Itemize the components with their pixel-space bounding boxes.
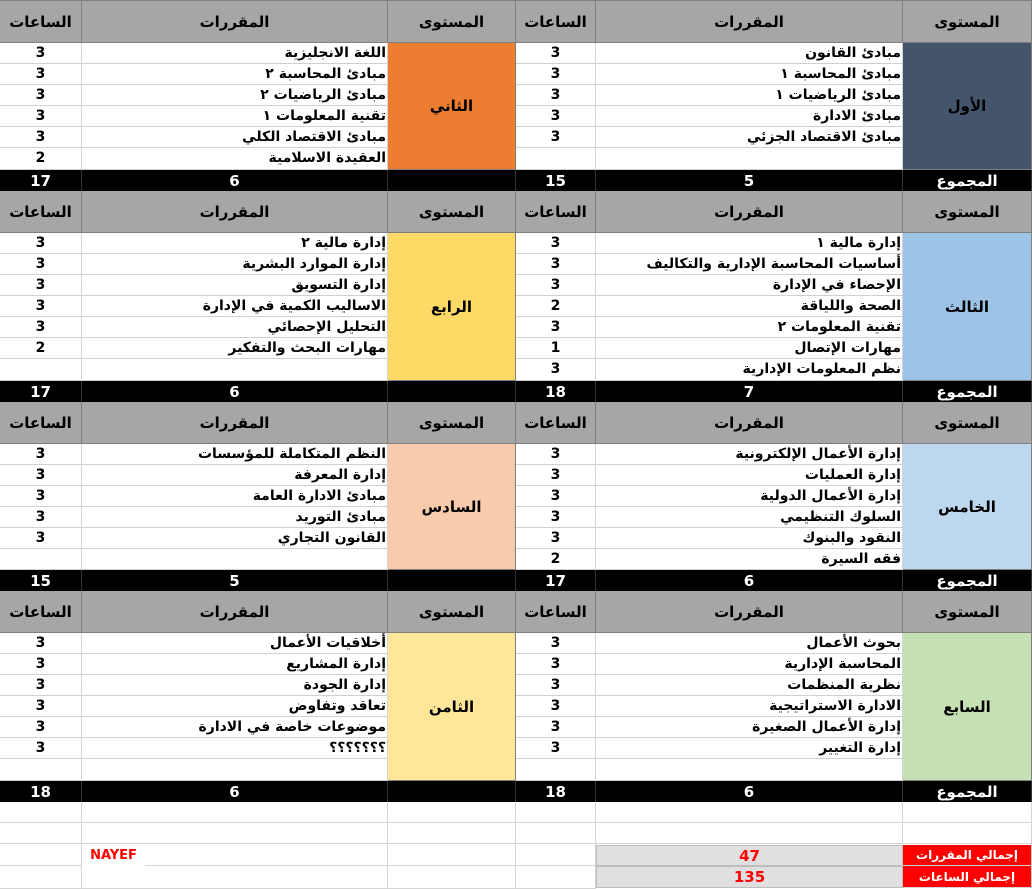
empty-cell[interactable]: [516, 844, 596, 866]
course-cell[interactable]: مهارات البحث والتفكير: [82, 338, 388, 359]
course-cell[interactable]: الادارة الاستراتيجية: [596, 696, 903, 717]
total-label-cell[interactable]: المجموع: [903, 381, 1032, 402]
hours-cell[interactable]: 3: [516, 43, 596, 64]
hours-cell[interactable]: 3: [0, 675, 82, 696]
courses-header[interactable]: المقررات: [596, 0, 903, 43]
course-cell[interactable]: المحاسبة الإدارية: [596, 654, 903, 675]
empty-cell[interactable]: [0, 802, 82, 823]
level-name-cell[interactable]: الثامن: [388, 633, 516, 781]
course-cell[interactable]: أساسيات المحاسبة الإدارية والتكاليف: [596, 254, 903, 275]
hours-cell[interactable]: 3: [0, 465, 82, 486]
hours-cell[interactable]: 3: [0, 717, 82, 738]
total-label-cell[interactable]: المجموع: [903, 570, 1032, 591]
empty-cell[interactable]: [0, 759, 82, 781]
hours-header[interactable]: الساعات: [516, 0, 596, 43]
course-cell[interactable]: فقه السيرة: [596, 549, 903, 570]
course-cell[interactable]: اللغة الانجليزية: [82, 43, 388, 64]
courses-header[interactable]: المقررات: [596, 402, 903, 444]
total-hours-cell[interactable]: 18: [0, 781, 82, 802]
hours-cell[interactable]: 3: [516, 633, 596, 654]
total-label-cell[interactable]: المجموع: [903, 781, 1032, 802]
empty-cell[interactable]: [388, 844, 516, 866]
hours-cell[interactable]: 3: [516, 275, 596, 296]
level-header[interactable]: المستوى: [903, 402, 1032, 444]
empty-cell[interactable]: [145, 844, 388, 866]
course-cell[interactable]: مبادئ الادارة العامة: [82, 486, 388, 507]
empty-cell[interactable]: [0, 549, 82, 570]
total-courses-cell[interactable]: 6: [82, 170, 388, 191]
level-name-cell[interactable]: السابع: [903, 633, 1032, 781]
hours-cell[interactable]: 1: [516, 338, 596, 359]
hours-cell[interactable]: 3: [0, 85, 82, 106]
empty-cell[interactable]: [82, 359, 388, 381]
course-cell[interactable]: القانون التجاري: [82, 528, 388, 549]
courses-header[interactable]: المقررات: [82, 191, 388, 233]
courses-header[interactable]: المقررات: [596, 591, 903, 633]
course-cell[interactable]: النظم المتكاملة للمؤسسات: [82, 444, 388, 465]
total-courses-cell[interactable]: 7: [596, 381, 903, 402]
course-cell[interactable]: التحليل الإحصائي: [82, 317, 388, 338]
author-name: NAYEF: [90, 848, 137, 863]
hours-cell[interactable]: 3: [0, 738, 82, 759]
hours-cell[interactable]: 3: [516, 675, 596, 696]
total-courses-value[interactable]: 47: [596, 845, 903, 866]
level-header[interactable]: المستوى: [388, 0, 516, 43]
course-cell[interactable]: مبادئ الرياضيات ٢: [82, 85, 388, 106]
hours-cell[interactable]: 3: [516, 696, 596, 717]
empty-cell[interactable]: [388, 866, 516, 889]
course-cell[interactable]: مبادئ المحاسبة ٢: [82, 64, 388, 85]
empty-cell[interactable]: [903, 802, 1032, 823]
hours-header[interactable]: الساعات: [516, 402, 596, 444]
total-blank-cell[interactable]: [388, 381, 516, 402]
empty-cell[interactable]: [596, 759, 903, 781]
hours-cell[interactable]: 3: [0, 64, 82, 85]
total-hours-value[interactable]: 135: [596, 866, 903, 888]
hours-cell[interactable]: 3: [0, 233, 82, 254]
total-hours-cell[interactable]: 17: [0, 170, 82, 191]
course-cell[interactable]: إدارة التسويق: [82, 275, 388, 296]
hours-cell[interactable]: 3: [0, 317, 82, 338]
hours-cell[interactable]: 3: [0, 633, 82, 654]
hours-header[interactable]: الساعات: [516, 591, 596, 633]
total-hours-cell[interactable]: 15: [0, 570, 82, 591]
total-courses-label[interactable]: إجمالي المقررات: [903, 845, 1032, 866]
level-name-cell[interactable]: الخامس: [903, 444, 1032, 570]
hours-cell[interactable]: 3: [0, 127, 82, 148]
course-cell[interactable]: إدارة الأعمال الدولية: [596, 486, 903, 507]
hours-cell[interactable]: 3: [0, 528, 82, 549]
hours-cell[interactable]: 3: [516, 127, 596, 148]
courses-header[interactable]: المقررات: [82, 591, 388, 633]
hours-cell[interactable]: 2: [516, 296, 596, 317]
total-hours-cell[interactable]: 18: [516, 781, 596, 802]
hours-cell[interactable]: 3: [0, 296, 82, 317]
level-header[interactable]: المستوى: [903, 191, 1032, 233]
total-courses-cell[interactable]: 6: [82, 381, 388, 402]
course-cell[interactable]: إدارة مالية ٢: [82, 233, 388, 254]
course-cell[interactable]: مبادئ الاقتصاد الجزئي: [596, 127, 903, 148]
course-cell[interactable]: بحوث الأعمال: [596, 633, 903, 654]
hours-cell[interactable]: 2: [516, 549, 596, 570]
hours-cell[interactable]: 3: [516, 106, 596, 127]
empty-cell[interactable]: [516, 802, 596, 823]
hours-header[interactable]: الساعات: [0, 591, 82, 633]
total-label-cell[interactable]: المجموع: [903, 170, 1032, 191]
level-header[interactable]: المستوى: [388, 402, 516, 444]
hours-cell[interactable]: 3: [516, 528, 596, 549]
course-cell[interactable]: إدارة المشاريع: [82, 654, 388, 675]
course-cell[interactable]: إدارة الموارد البشرية: [82, 254, 388, 275]
total-hours-cell[interactable]: 17: [516, 570, 596, 591]
level-name-cell[interactable]: الأول: [903, 43, 1032, 170]
empty-cell[interactable]: [596, 148, 903, 170]
hours-cell[interactable]: 2: [0, 338, 82, 359]
course-cell[interactable]: إدارة المعرفة: [82, 465, 388, 486]
hours-cell[interactable]: 3: [516, 507, 596, 528]
total-blank-cell[interactable]: [388, 781, 516, 802]
hours-cell[interactable]: 3: [0, 43, 82, 64]
course-cell[interactable]: مبادئ الرياضيات ١: [596, 85, 903, 106]
course-cell[interactable]: مبادئ الاقتصاد الكلي: [82, 127, 388, 148]
empty-cell[interactable]: [0, 866, 82, 889]
level-header[interactable]: المستوى: [388, 191, 516, 233]
empty-cell[interactable]: [0, 359, 82, 381]
empty-cell[interactable]: [82, 759, 388, 781]
hours-cell[interactable]: 3: [516, 233, 596, 254]
total-courses-cell[interactable]: 6: [596, 781, 903, 802]
level-name-cell[interactable]: الثاني: [388, 43, 516, 170]
course-cell[interactable]: مبادئ الادارة: [596, 106, 903, 127]
hours-cell[interactable]: 3: [516, 254, 596, 275]
course-cell[interactable]: تقنية المعلومات ٢: [596, 317, 903, 338]
empty-cell[interactable]: [388, 802, 516, 823]
hours-cell[interactable]: 3: [0, 275, 82, 296]
hours-cell[interactable]: 2: [0, 148, 82, 170]
hours-cell[interactable]: 3: [516, 317, 596, 338]
courses-header[interactable]: المقررات: [596, 191, 903, 233]
hours-header[interactable]: الساعات: [516, 191, 596, 233]
empty-cell[interactable]: [388, 823, 516, 844]
course-cell[interactable]: تعاقد وتفاوض: [82, 696, 388, 717]
empty-cell[interactable]: [0, 823, 82, 844]
empty-cell[interactable]: [596, 802, 903, 823]
course-cell[interactable]: الصحة واللياقة: [596, 296, 903, 317]
total-hours-cell[interactable]: 17: [0, 381, 82, 402]
course-cell[interactable]: نظرية المنظمات: [596, 675, 903, 696]
hours-cell[interactable]: 3: [0, 254, 82, 275]
empty-cell[interactable]: [516, 866, 596, 889]
courses-header[interactable]: المقررات: [82, 0, 388, 43]
course-cell[interactable]: تقنية المعلومات ١: [82, 106, 388, 127]
course-cell[interactable]: إدارة الجودة: [82, 675, 388, 696]
course-cell[interactable]: إدارة مالية ١: [596, 233, 903, 254]
hours-cell[interactable]: 3: [516, 654, 596, 675]
course-cell[interactable]: الإحصاء في الإدارة: [596, 275, 903, 296]
hours-header[interactable]: الساعات: [0, 191, 82, 233]
empty-cell[interactable]: [903, 823, 1032, 844]
hours-cell[interactable]: 3: [0, 696, 82, 717]
total-hours-label[interactable]: إجمالي الساعات: [903, 866, 1032, 888]
empty-cell[interactable]: [516, 759, 596, 781]
level-header[interactable]: المستوى: [388, 591, 516, 633]
hours-header[interactable]: الساعات: [0, 0, 82, 43]
empty-cell[interactable]: [516, 823, 596, 844]
empty-cell[interactable]: [516, 148, 596, 170]
total-blank-cell[interactable]: [388, 570, 516, 591]
total-blank-cell[interactable]: [388, 170, 516, 191]
course-cell[interactable]: إدارة الأعمال الصغيرة: [596, 717, 903, 738]
level-header[interactable]: المستوى: [903, 0, 1032, 43]
empty-cell[interactable]: [596, 823, 903, 844]
course-cell[interactable]: السلوك التنظيمي: [596, 507, 903, 528]
hours-cell[interactable]: 3: [516, 717, 596, 738]
total-courses-cell[interactable]: 5: [82, 570, 388, 591]
total-courses-cell[interactable]: 5: [596, 170, 903, 191]
hours-cell[interactable]: 3: [0, 654, 82, 675]
course-cell[interactable]: مبادئ المحاسبة ١: [596, 64, 903, 85]
course-cell[interactable]: نظم المعلومات الإدارية: [596, 359, 903, 381]
total-courses-cell[interactable]: 6: [596, 570, 903, 591]
course-cell[interactable]: ؟؟؟؟؟؟؟: [82, 738, 388, 759]
level-name-cell[interactable]: الرابع: [388, 233, 516, 381]
hours-cell[interactable]: 3: [0, 444, 82, 465]
total-hours-cell[interactable]: 15: [516, 170, 596, 191]
courses-header[interactable]: المقررات: [82, 402, 388, 444]
course-cell[interactable]: إدارة التغيير: [596, 738, 903, 759]
total-courses-cell[interactable]: 6: [82, 781, 388, 802]
hours-cell[interactable]: 3: [516, 444, 596, 465]
empty-cell[interactable]: [82, 549, 388, 570]
course-cell[interactable]: إدارة الأعمال الإلكترونية: [596, 444, 903, 465]
empty-cell[interactable]: [82, 823, 388, 844]
empty-cell[interactable]: [82, 802, 388, 823]
hours-cell[interactable]: 3: [516, 64, 596, 85]
hours-cell[interactable]: 3: [0, 106, 82, 127]
hours-cell[interactable]: 3: [516, 465, 596, 486]
hours-cell[interactable]: 3: [0, 486, 82, 507]
empty-cell[interactable]: [0, 844, 82, 866]
level-header[interactable]: المستوى: [903, 591, 1032, 633]
level-name-cell[interactable]: الثالث: [903, 233, 1032, 381]
empty-cell[interactable]: [82, 866, 388, 889]
course-cell[interactable]: مبادئ القانون: [596, 43, 903, 64]
course-cell[interactable]: العقيدة الاسلامية: [82, 148, 388, 170]
course-cell[interactable]: مبادئ التوريد: [82, 507, 388, 528]
course-cell[interactable]: موضوعات خاصة في الادارة: [82, 717, 388, 738]
total-hours-cell[interactable]: 18: [516, 381, 596, 402]
hours-header[interactable]: الساعات: [0, 402, 82, 444]
course-cell[interactable]: أخلاقيات الأعمال: [82, 633, 388, 654]
hours-cell[interactable]: 3: [516, 738, 596, 759]
course-cell[interactable]: الاساليب الكمية في الإدارة: [82, 296, 388, 317]
hours-cell[interactable]: 3: [516, 359, 596, 381]
hours-cell[interactable]: 3: [516, 85, 596, 106]
course-cell[interactable]: النقود والبنوك: [596, 528, 903, 549]
hours-cell[interactable]: 3: [0, 507, 82, 528]
course-cell[interactable]: مهارات الإتصال: [596, 338, 903, 359]
hours-cell[interactable]: 3: [516, 486, 596, 507]
level-name-cell[interactable]: السادس: [388, 444, 516, 570]
course-cell[interactable]: إدارة العمليات: [596, 465, 903, 486]
